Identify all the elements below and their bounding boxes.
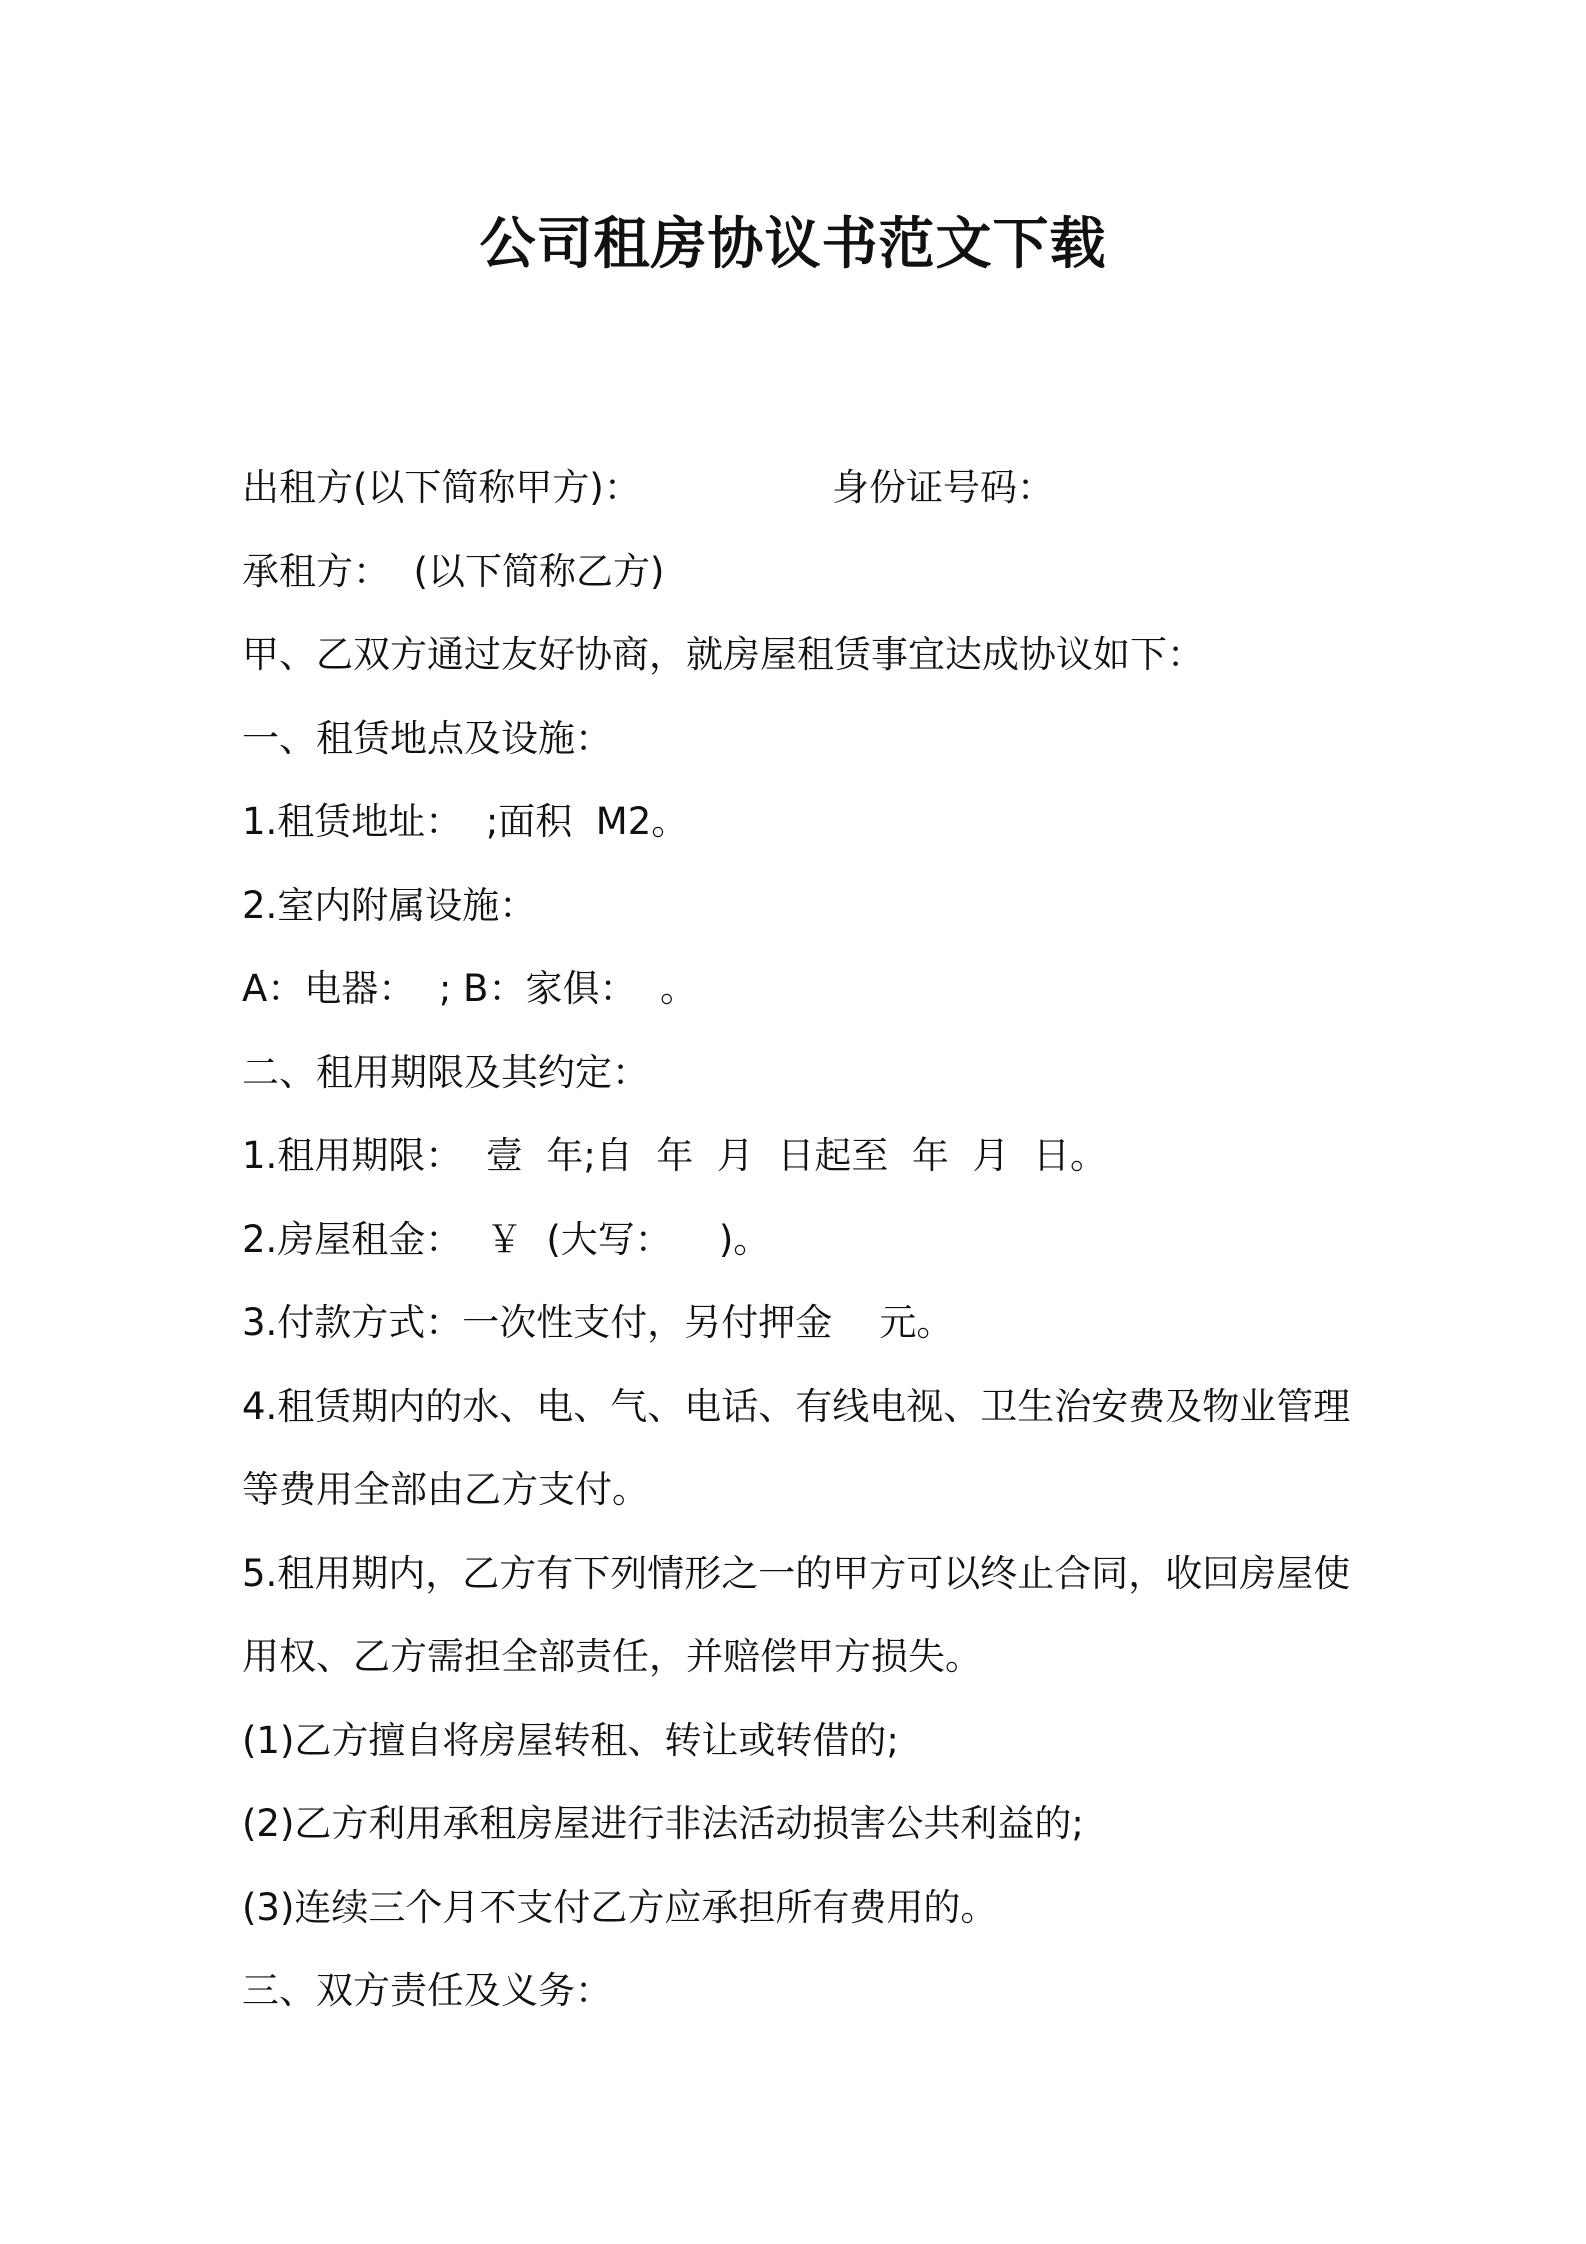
clause-line: (3)连续三个月不支付乙方应承担所有费用的。	[242, 1885, 998, 1929]
clause-line: 等费用全部由乙方支付。	[242, 1468, 649, 1511]
clause-line: 2.室内附属设施：	[242, 883, 537, 927]
lessor-row	[242, 446, 1372, 530]
clause-line: 用权、乙方需担全部责任，并赔偿甲方损失。	[242, 1635, 982, 1678]
clause-line: 1.租用期限： 壹 年;自 年 月 日起至 年 月 日。	[242, 1134, 1107, 1177]
section-heading-2: 二、租用期限及其约定：	[242, 1050, 649, 1094]
document-body	[242, 446, 1372, 2033]
clause-line: 3.付款方式：一次性支付，另付押金 元。	[242, 1301, 954, 1344]
clause-line: A：电器： ; B：家俱： 。	[242, 967, 697, 1010]
lessee-line: 承租方： (以下简称乙方)	[242, 549, 665, 593]
clause-line: (1)乙方擅自将房屋转租、转让或转借的;	[242, 1718, 899, 1762]
section-heading-3: 三、双方责任及义务：	[242, 1969, 612, 2012]
clause-line: (2)乙方利用承租房屋进行非法活动损害公共利益的;	[242, 1802, 1084, 1845]
clause-line: 4.租赁期内的水、电、气、电话、有线电视、卫生治安费及物业管理	[242, 1384, 1351, 1428]
lessor-label: 出租方(以下简称甲方)：	[242, 466, 641, 509]
id-number-label: 身份证号码：	[832, 466, 1054, 509]
clause-line: 2.房屋租金： ￥ (大写： )。	[242, 1217, 771, 1261]
clause-line: 1.租赁地址： ;面积 M2。	[242, 800, 689, 843]
agreement-intro: 甲、乙双方通过友好协商，就房屋租赁事宜达成协议如下：	[242, 633, 1204, 676]
document-title: 公司租房协议书范文下载	[479, 212, 1107, 277]
clause-line: 5.租用期内，乙方有下列情形之一的甲方可以终止合同，收回房屋使	[242, 1551, 1351, 1595]
section-heading-1: 一、租赁地点及设施：	[242, 716, 612, 760]
